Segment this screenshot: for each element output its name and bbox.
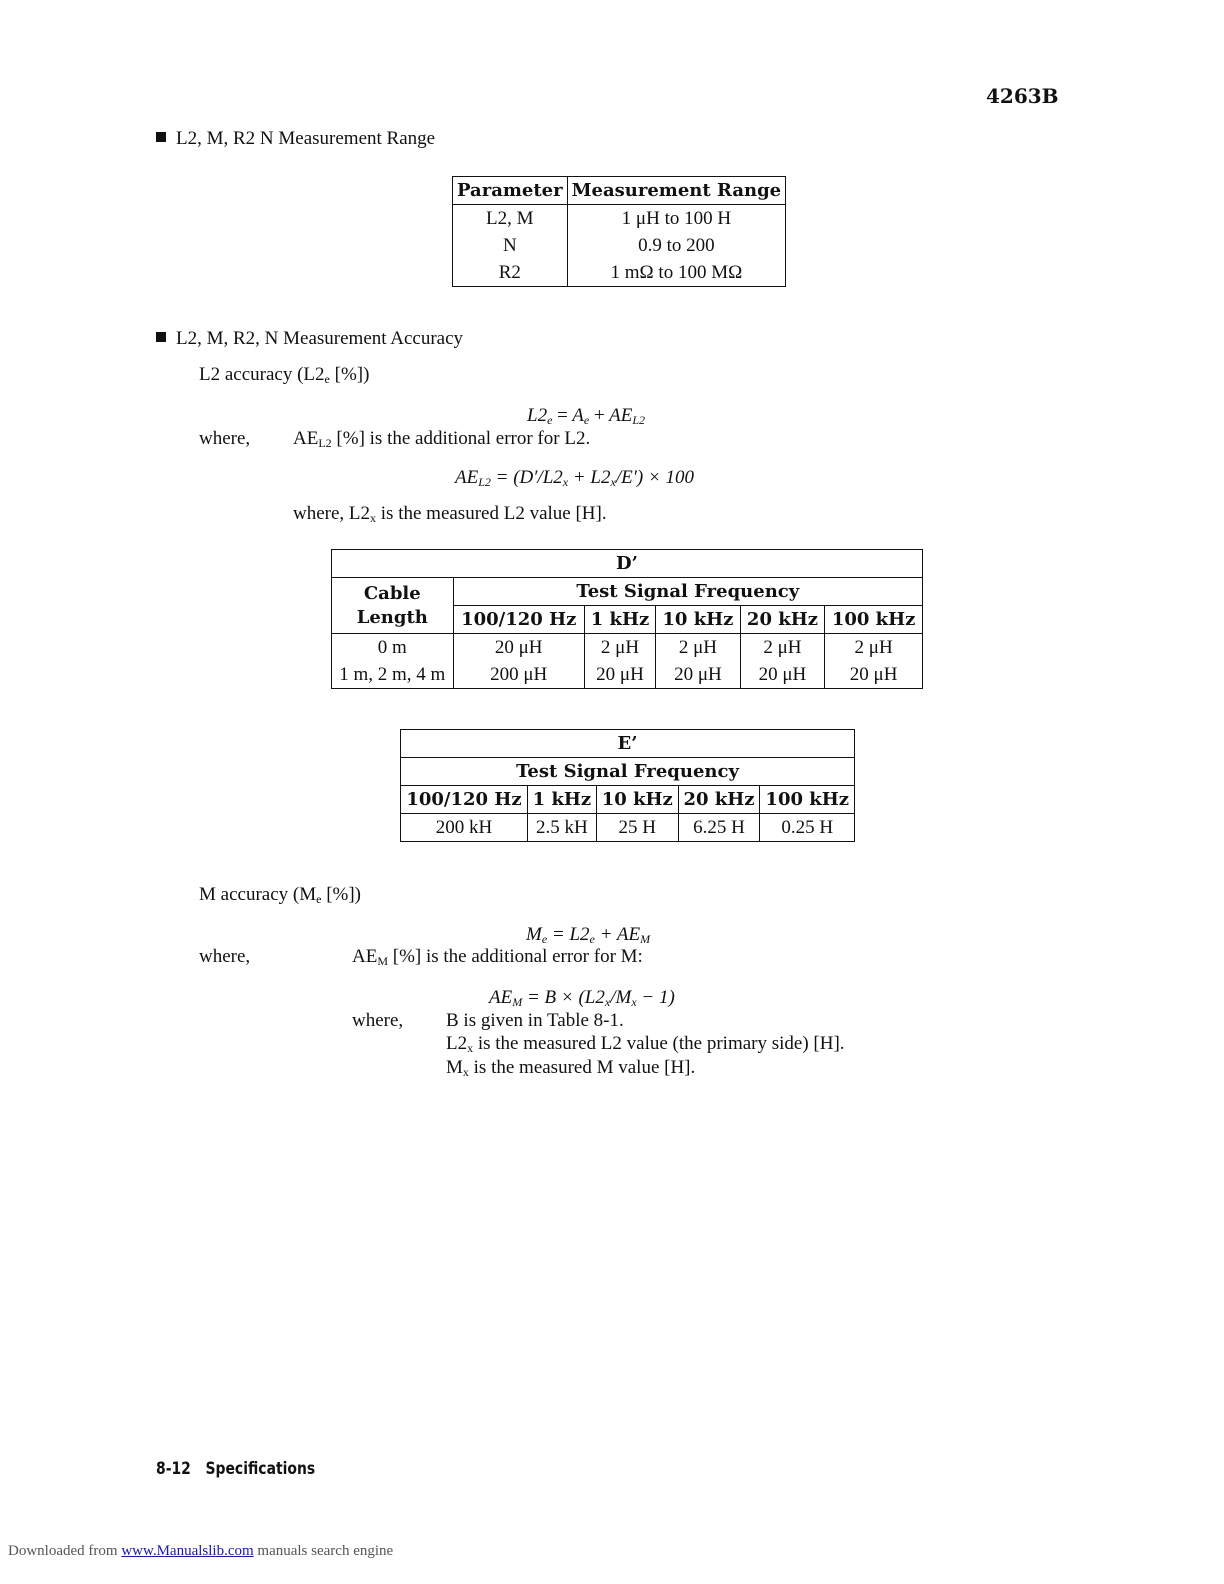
where-sub: L2 xyxy=(318,436,332,450)
m-where-line xyxy=(352,946,643,969)
table-cell: 2 μH xyxy=(656,634,741,662)
def-sub: x xyxy=(467,1041,474,1055)
m-definition-line xyxy=(446,1033,845,1056)
e-freq-col: 20 kHz xyxy=(678,786,760,814)
d-table-title: D’ xyxy=(616,553,638,574)
section-name: Specifications xyxy=(205,1459,316,1479)
range-heading xyxy=(156,128,435,150)
l2-where-line xyxy=(293,428,590,451)
e-prime-table xyxy=(400,729,855,842)
bullet-icon xyxy=(156,332,166,342)
eq-term: = (D′/L2 xyxy=(495,467,563,488)
d-freq-header: Test Signal Frequency xyxy=(453,578,922,606)
e-table-title: E’ xyxy=(617,733,638,754)
eq-term: AE xyxy=(489,987,513,1008)
eq-sub: e xyxy=(583,413,590,427)
page-number: 8-12 xyxy=(156,1459,191,1479)
range-heading-text: L2, M, R2 N Measurement Range xyxy=(176,128,436,149)
where-pre: where, L2 xyxy=(293,503,371,524)
d-freq-col: 20 kHz xyxy=(740,606,825,634)
table-cell: 0.9 to 200 xyxy=(638,235,715,256)
table-cell: L2, M xyxy=(453,205,568,233)
m-title-post: [%]) xyxy=(321,884,361,905)
eq-term: = L2 xyxy=(551,924,590,945)
eq-term: = B × (L2 xyxy=(526,987,605,1008)
l2-where2-line xyxy=(293,503,607,526)
table-cell: 20 μH xyxy=(453,634,584,662)
where-sub: x xyxy=(370,511,377,525)
where-post: is the measured L2 value [H]. xyxy=(376,503,607,524)
eq-sub: x xyxy=(610,475,616,489)
eq-sub: M xyxy=(512,995,523,1009)
m-accuracy-title xyxy=(199,884,361,907)
where-post: [%] is the additional error for M: xyxy=(388,946,643,967)
eq-sign: + xyxy=(593,405,605,426)
eq-sub: x xyxy=(631,995,637,1009)
eq-sub: M xyxy=(640,932,651,946)
cable-header-line2: Length xyxy=(356,606,428,628)
table-cell: 20 μH xyxy=(584,661,655,689)
def-pre: L2 xyxy=(446,1033,468,1054)
bullet-icon xyxy=(156,132,166,142)
table-cell: 1 mΩ to 100 MΩ xyxy=(610,262,743,283)
eq-sub: x xyxy=(604,995,611,1009)
table-row xyxy=(401,814,855,842)
m-title-pre: M accuracy (M xyxy=(199,884,317,905)
eq-sub: L2 xyxy=(632,413,646,427)
e-freq-col: 1 kHz xyxy=(527,786,596,814)
table-cell: 2.5 kH xyxy=(527,814,596,842)
model-number: 4263B xyxy=(986,84,1059,108)
eq-sub: x xyxy=(562,475,569,489)
range-col-range: Measurement Range xyxy=(571,180,782,201)
eq-term: + AE xyxy=(594,924,641,945)
d-freq-col: 10 kHz xyxy=(656,606,741,634)
eq-term: − 1) xyxy=(636,987,675,1008)
table-cell: 0.25 H xyxy=(781,817,834,838)
download-pre: Downloaded from xyxy=(8,1543,122,1559)
m-where-label: where, xyxy=(199,946,251,967)
cable-header-line1: Cable xyxy=(363,582,421,604)
range-col-parameter: Parameter xyxy=(453,177,568,205)
table-cell: 0 m xyxy=(332,634,454,662)
eq-term: A xyxy=(572,405,584,426)
e-freq-col: 100 kHz xyxy=(765,789,849,810)
eq-sub: e xyxy=(541,932,548,946)
eq-sub: e xyxy=(589,932,595,946)
eq-term: AE xyxy=(455,467,479,488)
eq-term: L2 xyxy=(527,405,548,426)
l2-where-label: where, xyxy=(199,428,251,449)
l2-title-sub: e xyxy=(324,372,330,386)
table-cell: 6.25 H xyxy=(678,814,760,842)
manualslib-link[interactable]: www.Manualslib.com xyxy=(121,1543,254,1559)
l2-accuracy-title xyxy=(199,364,369,387)
eq-term: + L2 xyxy=(568,467,611,488)
page-footer xyxy=(156,1459,315,1479)
where-pre: AE xyxy=(352,946,378,967)
where-post: [%] is the additional error for L2. xyxy=(331,428,591,449)
table-cell: 20 μH xyxy=(656,661,741,689)
eq-term: M xyxy=(526,924,542,945)
def-post: is the measured M value [H]. xyxy=(468,1057,696,1078)
table-cell: 2 μH xyxy=(854,637,893,658)
table-cell: 25 H xyxy=(596,814,678,842)
e-freq-col: 100/120 Hz xyxy=(401,786,528,814)
eq-term: AE xyxy=(609,405,633,426)
accuracy-heading-text: L2, M, R2, N Measurement Accuracy xyxy=(176,328,464,349)
m-definition-line xyxy=(446,1010,624,1032)
eq-term: /E′) × 100 xyxy=(615,467,695,488)
eq-sub: e xyxy=(547,413,553,427)
range-table xyxy=(452,176,786,287)
table-row xyxy=(332,661,923,689)
m-where2-label: where, xyxy=(352,1010,404,1031)
l2-title-pre: L2 accuracy (L2 xyxy=(199,364,325,385)
table-cell: 1 m, 2 m, 4 m xyxy=(332,661,454,689)
eq-sub: L2 xyxy=(478,475,491,489)
d-freq-col: 100 kHz xyxy=(831,609,916,630)
m-title-sub: e xyxy=(316,892,322,906)
table-cell: 200 kH xyxy=(401,814,528,842)
aem-equation xyxy=(489,987,675,1010)
table-cell: 2 μH xyxy=(740,634,825,662)
d-freq-col: 100/120 Hz xyxy=(453,606,584,634)
def-sub: x xyxy=(462,1065,469,1079)
eq-sign: = xyxy=(557,405,568,426)
table-cell: 2 μH xyxy=(584,634,655,662)
ael2-equation xyxy=(455,467,694,490)
def-pre: B is given in Table 8-1. xyxy=(446,1010,624,1031)
m-equation xyxy=(526,924,650,947)
m-definition-line xyxy=(446,1057,695,1080)
download-notice xyxy=(8,1543,393,1560)
eq-term: /M xyxy=(610,987,632,1008)
d-prime-table xyxy=(331,549,923,689)
table-row xyxy=(332,634,923,662)
e-freq-col: 10 kHz xyxy=(596,786,678,814)
table-cell: 20 μH xyxy=(740,661,825,689)
def-post: is the measured L2 value (the primary side) [H]. xyxy=(473,1033,845,1054)
download-post: manuals search engine xyxy=(253,1543,394,1559)
l2-title-post: [%]) xyxy=(329,364,370,385)
table-cell: 1 μH to 100 H xyxy=(621,208,732,229)
d-freq-col: 1 kHz xyxy=(584,606,655,634)
table-cell: 200 μH xyxy=(453,661,584,689)
e-freq-header: Test Signal Frequency xyxy=(516,761,739,782)
table-cell: N xyxy=(453,232,568,259)
cable-length-header xyxy=(332,578,454,634)
where-sub: M xyxy=(377,954,388,968)
table-cell: R2 xyxy=(453,259,568,287)
def-pre: M xyxy=(446,1057,463,1078)
where-pre: AE xyxy=(293,428,319,449)
l2-equation xyxy=(527,405,645,428)
accuracy-heading xyxy=(156,328,463,350)
table-cell: 20 μH xyxy=(849,664,898,685)
